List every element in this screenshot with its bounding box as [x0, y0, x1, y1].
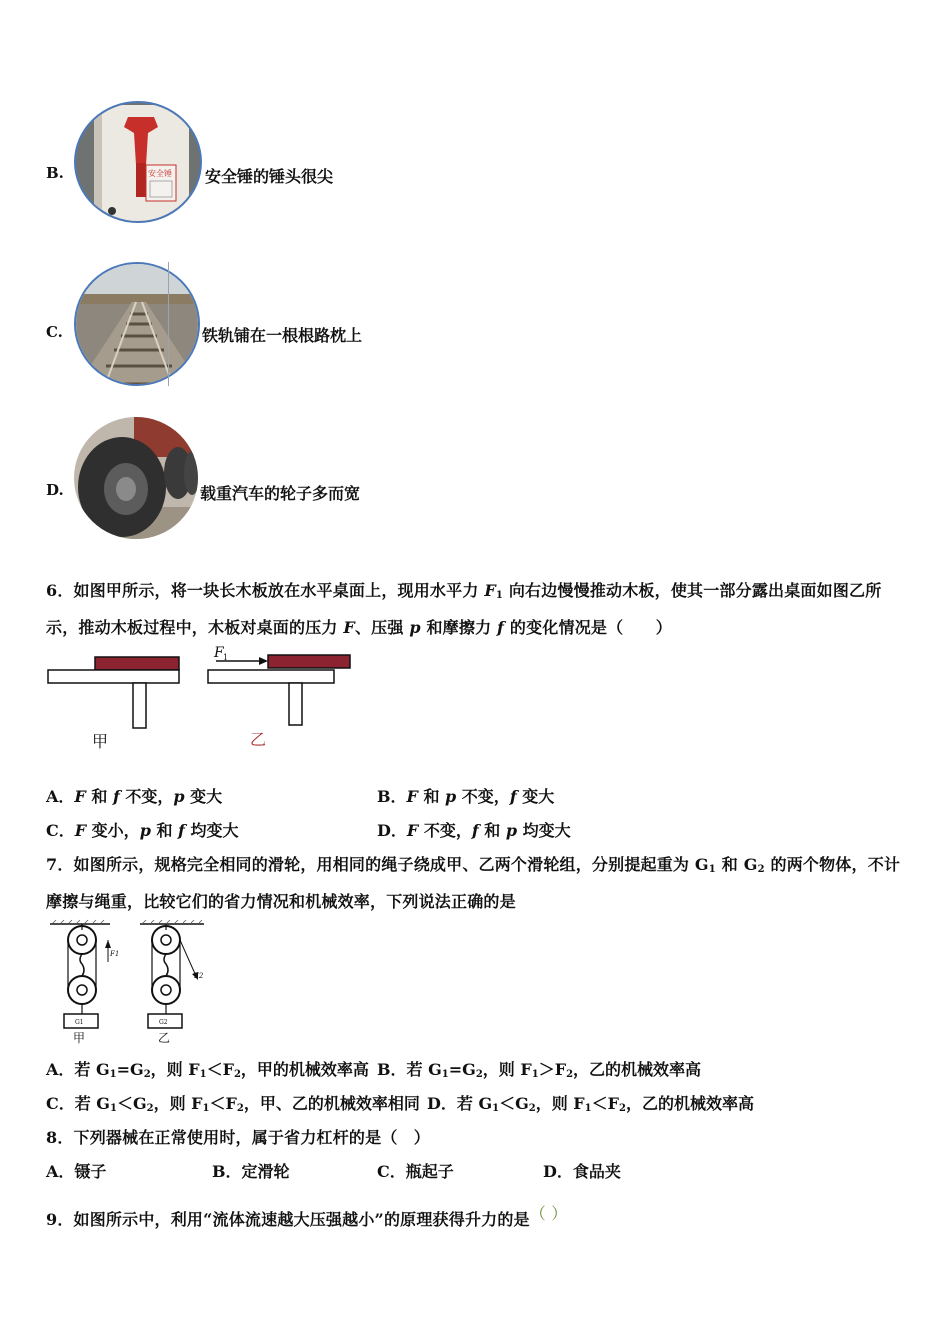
q7-d-b: ＜G [499, 1094, 529, 1113]
option-b-letter: B. [46, 164, 64, 182]
hammer-sign-text: 安全锤 [148, 169, 172, 178]
q7-sub1: 1 [708, 864, 716, 875]
q7-c-c: ，则 F [153, 1094, 203, 1113]
q6-d-6: 均变大 [517, 821, 571, 840]
q7-a-e: ，甲的机械效率高 [240, 1060, 369, 1079]
q7-line1-c: 的两个物体，不计 [764, 855, 901, 874]
q7-movable-pulley-jia [68, 976, 96, 1004]
q7-c-b: ＜G [116, 1094, 147, 1113]
truck-wheels-photo [74, 417, 198, 539]
q7-c-e: ，甲、乙的机械效率相同 [243, 1094, 420, 1113]
q6-b-2: 和 [417, 787, 446, 806]
q6-a-3: f [112, 787, 120, 806]
q6-option-a[interactable] [46, 784, 222, 807]
q6-force-sub: 1 [223, 653, 229, 662]
q6-d-4: 和 [478, 821, 506, 840]
q6-f1-symbol: F [484, 581, 496, 600]
q6-c-6: 均变大 [184, 821, 239, 840]
q7-b-s1: 1 [441, 1069, 449, 1080]
q7-a-a: A．若 G [46, 1060, 110, 1079]
q6-label-yi: 乙 [250, 730, 267, 749]
q6-table-leg-jia [133, 683, 146, 728]
truck-illustration [74, 417, 198, 539]
option-c-letter: C. [46, 323, 63, 341]
q6-table-jia [48, 670, 179, 683]
option-b-text: 安全锤的锤头很尖 [205, 167, 334, 186]
q6-board-yi [268, 655, 350, 668]
q6-a-4: 不变， [119, 787, 174, 806]
q6-figure [40, 645, 370, 755]
q7-b-s4: 2 [566, 1069, 574, 1080]
q6-b-1: F [406, 787, 418, 806]
q7-option-b[interactable] [377, 1057, 701, 1080]
q7-f1-label: F1 [110, 950, 120, 958]
q6-line2-c: 和摩擦力 [420, 618, 498, 637]
q6-c-letter: C． [46, 821, 75, 840]
q7-stem-line2: 摩擦与绳重，比较它们的省力情况和机械效率，下列说法正确的是 [46, 892, 516, 911]
q8-option-c[interactable]: C．瓶起子 [377, 1162, 454, 1181]
q6-b-5: f [509, 787, 517, 806]
q7-c-d: ＜F [209, 1094, 237, 1113]
q7-g1-label: G1 [75, 1019, 84, 1026]
q7-a-d: ＜F [206, 1060, 234, 1079]
q6-a-6: 变大 [184, 787, 223, 806]
q7-f2-label: F2 [194, 972, 204, 980]
q7-option-c[interactable] [46, 1091, 420, 1114]
q7-d-s1: 1 [492, 1103, 500, 1114]
q7-g2-label: G2 [159, 1019, 168, 1026]
q7-a-s3: 1 [199, 1069, 207, 1080]
option-d-letter: D. [46, 481, 64, 499]
q9-paren: （ ） [529, 1204, 568, 1223]
q7-c-s2: 2 [146, 1103, 154, 1114]
q7-c-a: C．若 G [46, 1094, 110, 1113]
q7-d-e: ，乙的机械效率高 [625, 1094, 754, 1113]
safety-hammer-photo [74, 101, 202, 223]
q7-line1-b: 和 G [715, 855, 758, 874]
q7-a-c: ，则 F [150, 1060, 200, 1079]
q6-line1-pre: 6．如图甲所示，将一块长木板放在水平桌面上，现用水平力 [46, 581, 485, 600]
q6-b-3: p [445, 787, 457, 806]
q7-a-b: =G [116, 1060, 144, 1079]
q6-table-yi [208, 670, 334, 683]
q7-d-c: ，则 F [535, 1094, 585, 1113]
q7-sub2: 2 [757, 864, 765, 875]
q6-force-label: F [214, 645, 224, 661]
q7-d-a: D．若 G [427, 1094, 493, 1113]
q6-b-4: 不变， [456, 787, 510, 806]
q6-option-c[interactable] [46, 818, 239, 841]
q7-c-s3: 1 [202, 1103, 210, 1114]
q6-c-2: 变小， [86, 821, 140, 840]
q6-a-letter: A． [46, 787, 75, 806]
q6-sym-f-friction: f [497, 618, 505, 637]
q6-d-1: F [406, 821, 419, 840]
q7-fixed-pulley-jia [68, 926, 96, 954]
q7-option-a[interactable] [46, 1057, 369, 1080]
q7-a-s2: 2 [143, 1069, 151, 1080]
safety-hammer-illustration [76, 103, 202, 223]
q7-b-s2: 2 [475, 1069, 483, 1080]
q6-b-letter: B． [377, 787, 407, 806]
q7-c-s4: 2 [236, 1103, 244, 1114]
q6-d-5: p [505, 821, 518, 840]
q7-fixed-pulley-yi [152, 926, 180, 954]
q6-stem-line1 [46, 578, 881, 601]
q6-sym-p: p [409, 618, 421, 637]
option-d-text: 载重汽车的轮子多而宽 [200, 484, 361, 503]
q6-board-jia [95, 657, 179, 670]
q7-d-s3: 1 [584, 1103, 592, 1114]
q6-line2-b: 、压强 [354, 618, 410, 637]
q6-line1-post: 向右边慢慢推动木板，使其一部分露出桌面如图乙所 [503, 581, 882, 600]
q7-b-a: B．若 G [377, 1060, 442, 1079]
q6-option-b[interactable] [377, 784, 554, 807]
q7-b-d: ＞F [538, 1060, 567, 1079]
q6-line2-a: 示，推动木板过程中，木板对桌面的压力 [46, 618, 344, 637]
q6-force-arrow-head [259, 657, 268, 665]
q8-option-a[interactable]: A．镊子 [46, 1162, 107, 1181]
q7-d-s4: 2 [619, 1103, 626, 1114]
q7-stem-line1 [46, 852, 900, 875]
q6-f1-sub: 1 [495, 590, 504, 601]
q6-c-3: p [139, 821, 151, 840]
q7-b-b: =G [448, 1060, 476, 1079]
q7-movable-pulley-yi [152, 976, 180, 1004]
q8-stem: 8．下列器械在正常使用时，属于省力杠杆的是（ ） [46, 1128, 430, 1147]
q7-a-s1: 1 [109, 1069, 117, 1080]
q7-label-jia: 甲 [73, 1031, 86, 1044]
q7-line1-a: 7．如图所示，规格完全相同的滑轮，用相同的绳子绕成甲、乙两个滑轮组，分别提起重为 G [46, 855, 709, 874]
q6-table-leg-yi [289, 683, 302, 725]
q7-c-s1: 1 [109, 1103, 117, 1114]
q6-c-1: F [74, 821, 87, 840]
q8-option-d[interactable]: D．食品夹 [543, 1162, 621, 1181]
q7-label-yi: 乙 [158, 1031, 171, 1044]
q6-option-d[interactable] [377, 818, 571, 841]
q6-line2-d: 的变化情况是（ ） [504, 618, 672, 637]
q6-b-6: 变大 [516, 787, 555, 806]
q8-option-b[interactable]: B．定滑轮 [212, 1162, 290, 1181]
q6-a-2: 和 [85, 787, 113, 806]
railway-track-photo [74, 262, 200, 386]
q6-stem-line2 [46, 615, 672, 638]
railway-illustration [76, 264, 200, 386]
q7-d-s2: 2 [528, 1103, 536, 1114]
q7-option-d[interactable] [427, 1091, 754, 1114]
q9-stem [46, 1204, 568, 1230]
q6-d-2: 不变， [418, 821, 472, 840]
q6-label-jia: 甲 [92, 732, 109, 751]
photo-divider [168, 262, 169, 386]
option-c-text: 铁轨铺在一根根路枕上 [202, 326, 363, 345]
q6-a-1: F [74, 787, 86, 806]
q7-pulley-figure [44, 918, 224, 1044]
q9-stem-text: 9．如图所示中，利用“流体流速越大压强越小”的原理获得升力的是 [46, 1210, 530, 1229]
q6-d-3: f [471, 821, 479, 840]
q7-b-e: ，乙的机械效率高 [573, 1060, 702, 1079]
q6-c-5: f [178, 821, 185, 840]
q7-b-s3: 1 [531, 1069, 539, 1080]
q7-d-d: ＜F [591, 1094, 620, 1113]
q6-c-4: 和 [150, 821, 179, 840]
q6-d-letter: D． [377, 821, 407, 840]
q6-sym-f-pressure: F [343, 618, 355, 637]
q7-a-s4: 2 [233, 1069, 241, 1080]
q6-a-5: p [173, 787, 185, 806]
q7-b-c: ，则 F [482, 1060, 532, 1079]
